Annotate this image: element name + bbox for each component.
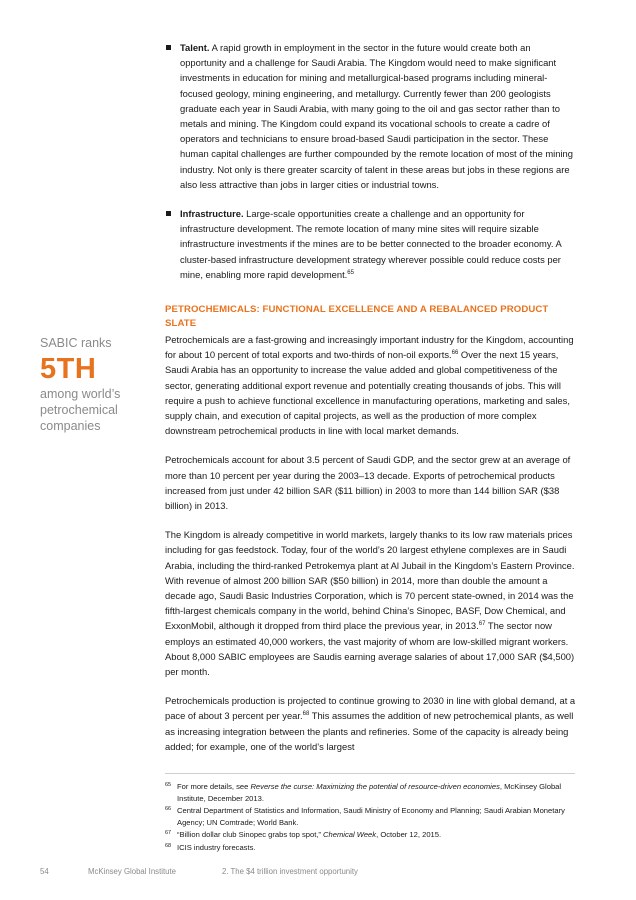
footnote-number: 68 xyxy=(165,842,172,849)
paragraph: Petrochemicals are a fast-growing and increasingly important industry for the Kingdom, accounting for about 10 percent of total exports and two-thirds of non-oil exports.$^{66}$ Over the next 15 years, Saudi Arabia has an opportunity to increase the value added and global competitiveness of the sector, generating additional export revenue and potentially creating thousands of jobs. This will require a push to achieve functional excellence in manufacturing operations, marketing and sales, supply chain, and execution of capital projects, as well as the production of more complex downstream petrochemical products in line with local market demands. xyxy=(165,334,574,437)
footnote: 66 Central Department of Statistics and Information, Saudi Ministry of Economy and Planning; Saudi Arabian Monetary Agency; UN Comtrade; World Bank. xyxy=(165,806,565,827)
bullet-talent xyxy=(165,40,577,192)
footnote: 67 “Billion dollar club Sinopec grabs top spot,” Chemical Week, October 12, 2015. xyxy=(165,830,442,840)
bullet-square-icon xyxy=(166,211,171,216)
bullet-infrastructure xyxy=(165,206,577,282)
page-number: 54 xyxy=(40,867,49,876)
callout-line: SABIC ranks xyxy=(40,336,112,350)
bullet-text: A rapid growth in employment in the sector in the future would create both an opportunity and a challenge for Saudi Arabia. The Kingdom would need to make significant investments in education for mining and metallurgical-based programs including mineral-focused geology, mining engineering, and metallurgy. Currently fewer than 200 geologists graduate each year in Saudi Arabia, with many going to the oil and gas sector rather than to metals and mining. The Kingdom could expand its vocational schools to create a cadre of operators and technicians to ensure broad-based Saudi participation in the sector. These human capital challenges are further compounded by the remote location of most of the mining industry. Not only is there greater scarcity of talent in these areas but jobs in these regions are also less attractive than jobs in larger cities or industrial towns. xyxy=(180,42,573,190)
footnote-ref: 68 xyxy=(302,711,310,718)
sidebar-callout xyxy=(40,335,140,434)
callout-rank: 5TH xyxy=(40,353,97,385)
callout-line: companies xyxy=(40,419,101,433)
bullet-text: Large-scale opportunities create a challenge and an opportunity for infrastructure development. The remote location of many mine sites will require sizable infrastructure investments if the mines are to be better connected to the broader economy. A cluster-based infrastructure development strategy wherever possible could reduce costs per mine, enabling more rapid development. xyxy=(180,208,562,280)
footnotes xyxy=(165,781,577,855)
callout-line: among world’s xyxy=(40,387,121,401)
footnote-number: 65 xyxy=(165,782,172,788)
footnote-number: 66 xyxy=(165,806,172,813)
paragraph: Petrochemicals account for about 3.5 percent of Saudi GDP, and the sector grew at an average of more than 10 percent per year during the 2003–13 decade. Exports of petrochemical products increased from just under 42 billion SAR ($11 billion) in 2003 to more than 144 billion SAR ($38 billion) in 2013. xyxy=(165,454,571,512)
footer-chapter: 2. The $4 trillion investment opportunity xyxy=(222,867,358,876)
callout-line: petrochemical xyxy=(40,403,118,417)
paragraph: The Kingdom is already competitive in world markets, largely thanks to its low raw materials prices including for gas feedstock. Today, four of the world’s 20 largest ethylene complexes are in Saudi Arabia, including the third-ranked Petrokemya plant at Al Jubail in the Kingdom’s Eastern Province. With revenue of almost 200 billion SAR ($50 billion) in 2014, more than double the amount a decade ago, Saudi Basic Industries Corporation, which is 70 percent state-owned, in 2014 was the fifth-largest chemicals company in the world, behind China’s Sinopec, BASF, Dow Chemical, and ExxonMobil, although it dropped from third place the previous year, in 2013.67 The sector now employs an estimated 40,000 workers, the vast majority of whom are low-skilled migrant workers. About 8,000 SABIC employees are Saudis earning average salaries of about 17,000 SAR ($4,500) per month. xyxy=(165,529,575,678)
bullet-square-icon xyxy=(166,45,171,50)
bullet-list xyxy=(165,40,577,282)
footnote: 68 ICIS industry forecasts. xyxy=(165,842,256,852)
footnote-divider xyxy=(165,773,575,774)
footnote-ref: 65 xyxy=(347,269,354,276)
footnote-number: 67 xyxy=(165,830,172,837)
bullet-title: Talent. xyxy=(180,42,210,53)
paragraph: Petrochemicals production is projected to continue growing to 2030 in line with global demand, at a pace of about 3 percent per year.$^{68}$ This assumes the addition of new petrochemical plants, as well as increasing integration between the plants and refineries. Some of the capacity is already being added; for example, one of the world’s largest xyxy=(165,695,576,752)
petrochemicals-section xyxy=(165,303,577,754)
bullet-title: Infrastructure. xyxy=(180,208,244,220)
footnote-ref: 67 xyxy=(478,621,486,628)
footnote: 65 For more details, see Reverse the curse: Maximizing the potential of resource-driven economies, McKinsey Global Institute, December 2013. xyxy=(165,782,562,803)
footer-publisher: McKinsey Global Institute xyxy=(88,867,176,876)
footnote-ref: 66 xyxy=(451,350,459,357)
section-heading: PETROCHEMICALS: FUNCTIONAL EXCELLENCE AND A REBALANCED PRODUCT SLATE xyxy=(165,304,549,329)
